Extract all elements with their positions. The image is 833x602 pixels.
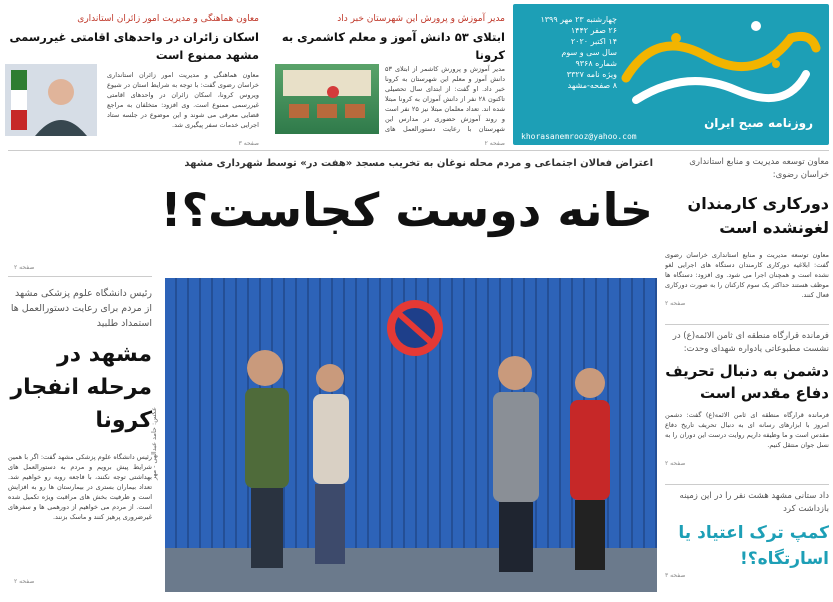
left-divider: [8, 276, 152, 277]
top-story-page[interactable]: صفحه ۳: [238, 140, 259, 147]
right-kicker: معاون توسعه مدیریت و منابع استانداری خراسان رضوی:: [689, 157, 829, 180]
right-headline[interactable]: دشمن به دنبال تحریف دفاع مقدس است: [665, 362, 829, 402]
top-story-photo: [5, 64, 97, 136]
masthead-dates: [521, 14, 617, 91]
top-divider: [8, 150, 829, 151]
official-portrait-icon: [5, 64, 97, 136]
left-page-ref[interactable]: صفحه ۲: [14, 264, 35, 271]
classroom-photo-icon: [275, 64, 379, 134]
right-story-rehab: [665, 490, 829, 579]
right-story-defense: [665, 330, 829, 467]
right-body: فرمانده قرارگاه منطقه ای ثامن الائمه(ع) گفت: دشمن امروز با ابزارهای رسانه ای به دنبال تحریف تاریخ دفاع مقدس است و ما وظیفه داریم روایت درست این دوران را به نسل جوان منتقل کنیم.: [665, 411, 829, 449]
masthead-logo: [616, 8, 821, 116]
right-story-remote-work: [665, 156, 829, 307]
top-story-headline[interactable]: اسکان زائران در واحدهای اقامتی غیررسمی مشهد ممنوع است: [9, 30, 259, 62]
right-body: معاون توسعه مدیریت و منابع استانداری خراسان رضوی گفت: ابلاغیه دورکاری کارمندان دستگاه های اجرایی لغو نشده است و همچنان اجرا می شود. وی افزود: دستگاه ها موظف هستند حداکثر یک سوم کارکنان را به صورت دورکاری فعال کنند.: [665, 251, 829, 299]
date-persian: چهارشنبه ۲۳ مهر ۱۳۹۹: [540, 15, 617, 24]
pages-count: ۸ صفحه-مشهد: [567, 81, 617, 90]
top-story-body: مدیر آموزش و پرورش کاشمر از ابتلای ۵۳ دانش آموز و معلم این شهرستان به کرونا خبر داد. او گفت: از ابتدای سال تحصیلی تاکنون ۲۸ نفر از دانش آموزان به کرونا مبتلا شده اند. تعداد معلمان مبتلا نیز ۲۵ نفر است و روند آموزش حضوری در مدارس این شهرستان با رعایت دستورالعمل های: [385, 65, 505, 133]
left-headline[interactable]: مشهد در مرحله انفجار کرونا: [10, 342, 152, 433]
right-page[interactable]: صفحه ۳: [665, 572, 686, 579]
top-story-headline[interactable]: ابتلای ۵۳ دانش آموز و معلم کاشمری به کرونا: [281, 30, 505, 62]
year-label: سال سی و سوم: [561, 48, 617, 57]
top-story-pilgrims: [5, 14, 259, 147]
right-page[interactable]: صفحه ۲: [665, 460, 686, 467]
right-headline[interactable]: کمپ ترک اعتیاد یا اسارتگاه؟!: [678, 523, 829, 569]
masthead: [513, 4, 829, 145]
right-kicker: داد ستانی مشهد هشت نفر را در این زمینه بازداشت کرد: [679, 491, 829, 514]
right-divider-2: [665, 484, 829, 485]
date-gregorian: ۱۴ اکتبر ۲۰۲۰: [570, 37, 617, 46]
main-headline[interactable]: خانه دوست کجاست؟!: [160, 183, 653, 237]
main-photo: [165, 278, 657, 592]
top-story-kashmar: [275, 14, 505, 147]
top-story-photo: [275, 64, 379, 134]
photo-credit: عکس: حامد عبدالهی - مهر: [150, 407, 158, 480]
top-story-page[interactable]: صفحه ۲: [484, 140, 505, 147]
main-kicker: اعتراض فعالان اجتماعی و مردم محله نوغان به تخریب مسجد «هفت در» توسط شهرداری مشهد: [184, 158, 653, 169]
right-headline[interactable]: دورکاری کارمندان لغونشده است: [687, 194, 829, 237]
street-scene-icon: [165, 278, 657, 592]
right-divider-1: [665, 324, 829, 325]
top-story-kicker: معاون هماهنگی و مدیریت امور زائران استانداری: [77, 14, 259, 24]
masthead-slogan: روزنامه صبح ایران: [704, 116, 813, 130]
special-issue: ویژه نامه ۳۳۲۷: [566, 70, 617, 79]
left-kicker: رئیس دانشگاه علوم پزشکی مشهد از مردم برای رعایت دستورالعمل ها استمداد طلبید: [10, 288, 152, 329]
right-page[interactable]: صفحه ۲: [665, 300, 686, 307]
logo-calligraphy-icon: [616, 8, 821, 116]
masthead-email[interactable]: khorasanemrooz@yahoo.com: [521, 132, 637, 141]
top-story-kicker: مدیر آموزش و پرورش این شهرستان خبر داد: [337, 14, 505, 24]
issue-number: شماره ۹۳۶۸: [575, 59, 617, 68]
left-body-page[interactable]: صفحه ۲: [14, 578, 35, 585]
top-story-body: معاون هماهنگی و مدیریت امور زائران استانداری خراسان رضوی گفت: با توجه به شرایط استان در شیوع ویروس کرونا، اسکان زائران در واحدهای اقامتی غیررسمی ممنوع است. وی افزود: متخلفان به مراجع قضایی معرفی می شوند و این موضوع در جلسه ستاد اجرایی خدمات سفر پیگیری شد.: [107, 71, 259, 129]
date-hijri: ۲۶ صفر ۱۴۴۲: [570, 26, 617, 35]
left-body: رئیس دانشگاه علوم پزشکی مشهد گفت: اگر با همین شرایط پیش برویم و مردم به دستورالعمل های بهداشتی توجه نکنند، با فاجعه روبه رو خواهیم شد. تعداد بیماران بستری در بیمارستان ها رو به افزایش است و ظرفیت بخش های مراقبت ویژه تکمیل شده است. از مردم می خواهیم از دورهمی ها و سفرهای غیرضروری پرهیز کنند و ماسک بزنند.: [8, 453, 152, 521]
right-kicker: فرمانده قرارگاه منطقه ای ثامن الائمه(ع) در نشست مطبوعاتی یادواره شهدای وحدت:: [672, 331, 829, 354]
